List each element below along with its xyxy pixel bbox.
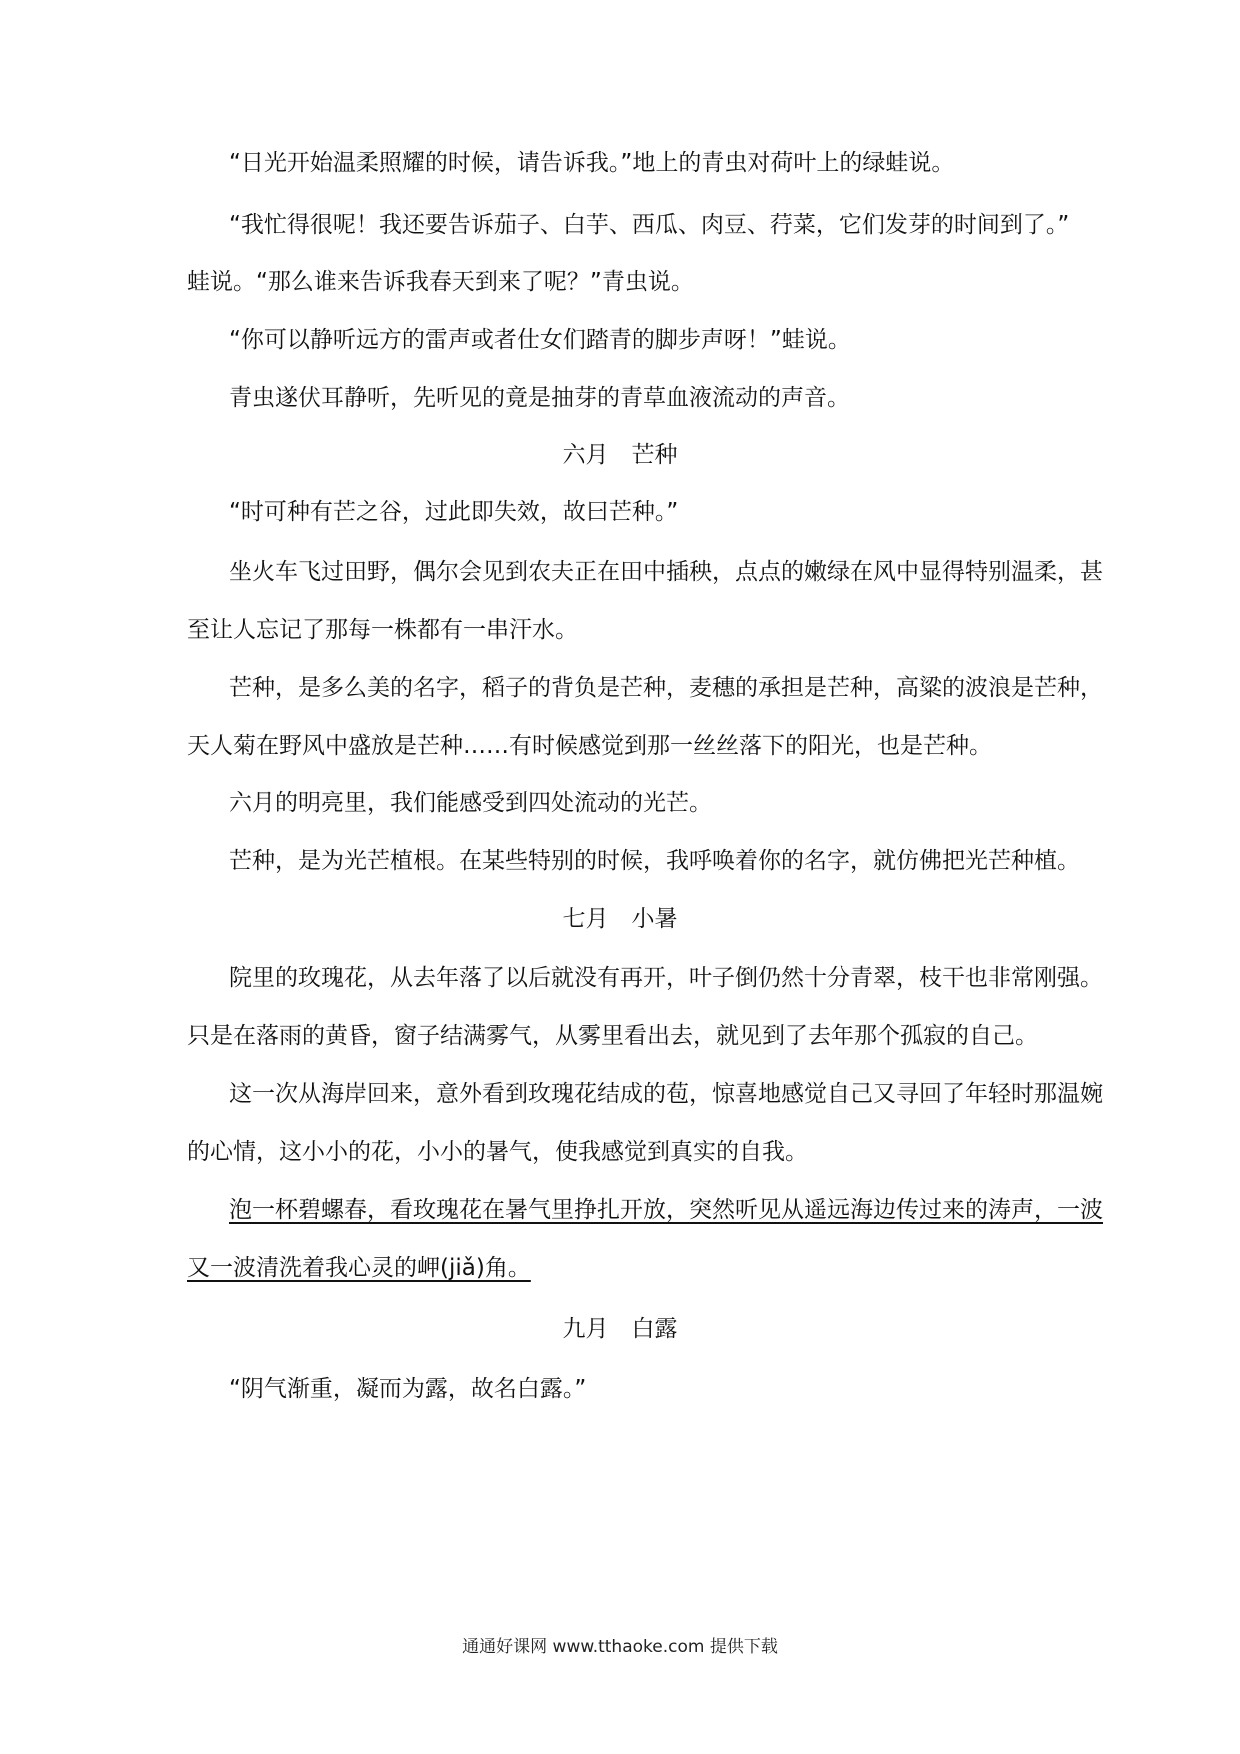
paragraph-line: 芒种，是为光芒植根。在某些特别的时候，我呼唤着你的名字，就仿佛把光芒种植。 [229,848,1080,874]
paragraph-line: 六月的明亮里，我们能感受到四处流动的光芒。 [229,790,712,816]
underlined-paragraph-line: 又一波清洗着我心灵的岬(jiǎ)角。 [187,1255,531,1281]
paragraph-line: 院里的玫瑰花，从去年落了以后就没有再开，叶子倒仍然十分青翠，枝干也非常刚强。 [229,965,1103,991]
paragraph-line: 青虫遂伏耳静听，先听见的竟是抽芽的青草血液流动的声音。 [229,385,850,411]
page-footer: 通通好课网 www.tthaoke.com 提供下载 [462,1637,778,1657]
underlined-paragraph-line: 泡一杯碧螺春，看玫瑰花在暑气里挣扎开放，突然听见从遥远海边传过来的涛声，一波 [229,1197,1103,1223]
paragraph-line: “阴气渐重，凝而为露，故名白露。” [229,1376,587,1402]
paragraph-line: 至让人忘记了那每一株都有一串汗水。 [187,617,578,643]
paragraph-line: 坐火车飞过田野，偶尔会见到农夫正在田中插秧，点点的嫩绿在风中显得特别温柔，甚 [229,559,1103,585]
paragraph-line: 的心情，这小小的花，小小的暑气，使我感觉到真实的自我。 [187,1139,808,1165]
paragraph-line: “日光开始温柔照耀的时候，请告诉我。”地上的青虫对荷叶上的绿蛙说。 [229,150,955,176]
section-heading-june: 六月 芒种 [562,442,678,468]
paragraph-line: “你可以静听远方的雷声或者仕女们踏青的脚步声呀！”蛙说。 [229,327,851,353]
paragraph-line: 天人菊在野风中盛放是芒种……有时候感觉到那一丝丝落下的阳光，也是芒种。 [187,733,992,759]
section-heading-july: 七月 小暑 [562,906,678,932]
paragraph-line: 这一次从海岸回来，意外看到玫瑰花结成的苞，惊喜地感觉自己又寻回了年轻时那温婉 [229,1081,1103,1107]
paragraph-line: 芒种，是多么美的名字，稻子的背负是芒种，麦穗的承担是芒种，高粱的波浪是芒种， [229,675,1103,701]
paragraph-line: “时可种有芒之谷，过此即失效，故曰芒种。” [229,499,679,525]
paragraph-line: 只是在落雨的黄昏，窗子结满雾气，从雾里看出去，就见到了去年那个孤寂的自己。 [187,1023,1038,1049]
section-heading-september: 九月 白露 [562,1316,678,1342]
paragraph-line: 蛙说。“那么谁来告诉我春天到来了呢？”青虫说。 [187,269,694,295]
paragraph-line: “我忙得很呢！我还要告诉茄子、白芋、西瓜、肉豆、荇菜，它们发芽的时间到了。” [229,212,1070,238]
